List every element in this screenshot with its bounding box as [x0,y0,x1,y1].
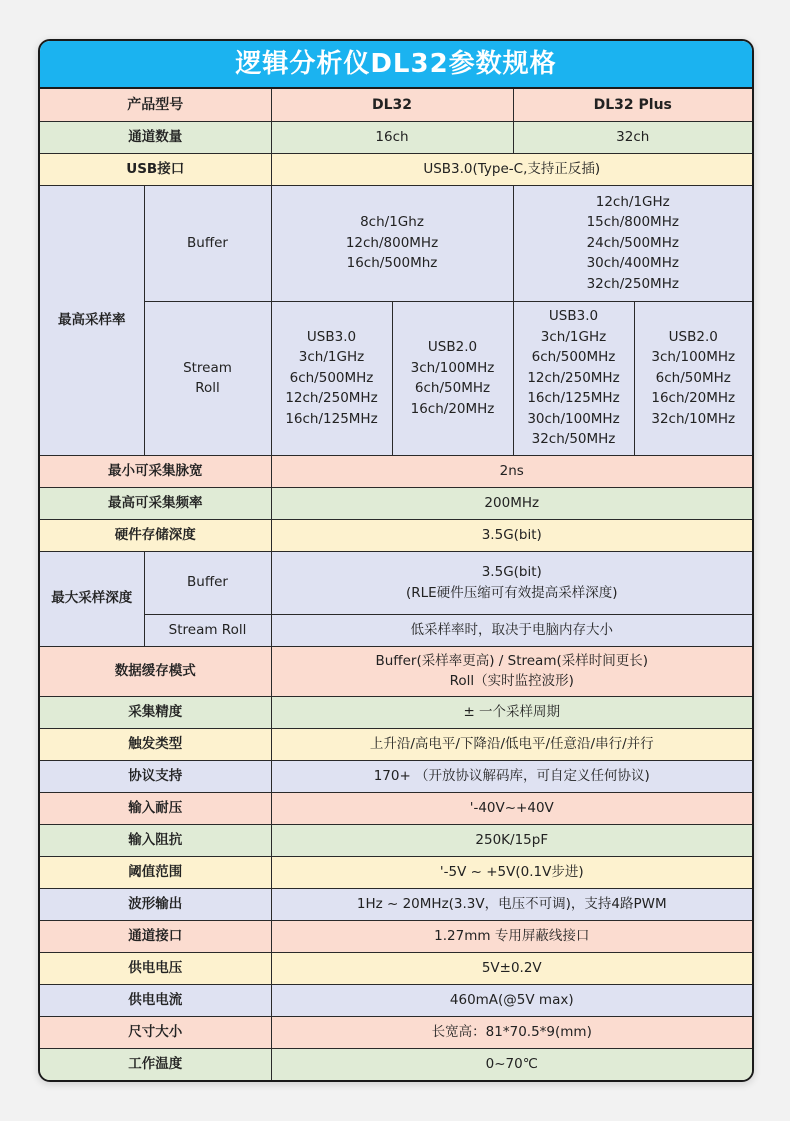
cell-line: 15ch/800MHz [586,214,679,231]
row-label: 通道数量 [40,121,271,153]
cell-value: 32ch [513,121,752,153]
model-dl32-plus: DL32 Plus [513,89,752,121]
table-row [40,856,752,888]
spec-table [40,89,752,1080]
table-row [40,153,752,185]
cell-value: 2ns [271,455,752,487]
table-row [40,519,752,551]
cell-value: 0~70℃ [271,1048,752,1080]
cell-value: 1.27mm 专用屏蔽线接口 [271,920,752,952]
cell-value: USB3.0(Type-C,支持正反插) [271,153,752,185]
table-row [40,614,752,646]
row-label: 触发类型 [40,728,271,760]
row-label: 工作温度 [40,1048,271,1080]
cell-value: 250K/15pF [271,824,752,856]
cell-value: 上升沿/高电平/下降沿/低电平/任意沿/串行/并行 [271,728,752,760]
cell-line: 32ch/50MHz [531,431,616,448]
cell-value: ± 一个采样周期 [271,696,752,728]
cell-value [513,185,752,301]
table-row [40,728,752,760]
sub-label [144,301,271,455]
cell-value: 3.5G(bit) [271,519,752,551]
row-label: 最高采样率 [40,185,144,455]
cell-value: 460mA(@5V max) [271,984,752,1016]
cell-line: 16ch/125MHz [285,410,378,427]
row-label: 最小可采集脉宽 [40,455,271,487]
cell-line: 6ch/500MHz [289,369,374,386]
cell-value [271,551,752,614]
table-row [40,185,752,301]
row-label: 协议支持 [40,760,271,792]
cell-line: 6ch/50MHz [414,380,491,396]
cell-line: 3ch/100MHz [410,359,495,376]
cell-line: 30ch/100MHz [527,410,620,427]
cell-line: 30ch/400MHz [586,255,679,272]
table-row [40,1048,752,1080]
row-label: 最高可采集频率 [40,487,271,519]
cell-value: 170+ （开放协议解码库，可自定义任何协议) [271,760,752,792]
row-label: 数据缓存模式 [40,646,271,696]
row-label: USB接口 [40,153,271,185]
cell-line: 3ch/1GHz [298,349,365,366]
row-label: 尺寸大小 [40,1016,271,1048]
row-label: 波形输出 [40,888,271,920]
cell-line: Roll（实时监控波形) [449,673,574,689]
cell-value: 200MHz [271,487,752,519]
row-label: 阈值范围 [40,856,271,888]
cell-line: 12ch/1GHz [595,193,670,210]
row-label: 最大采样深度 [40,551,144,646]
cell-line: USB2.0 [668,328,718,345]
cell-line: 16ch/20MHz [651,390,736,407]
spec-card [38,39,754,1082]
cell-line: 8ch/1Ghz [360,214,424,231]
table-row [40,792,752,824]
cell-line: 3ch/1GHz [540,328,607,345]
table-row [40,455,752,487]
cell-value [513,301,634,455]
row-label: 硬件存储深度 [40,519,271,551]
row-label: 输入阻抗 [40,824,271,856]
cell-value [634,301,752,455]
row-label: 产品型号 [40,89,271,121]
row-label: 供电电流 [40,984,271,1016]
cell-value: 低采样率时，取决于电脑内存大小 [271,614,752,646]
cell-value: '-5V ~ +5V(0.1V步进) [271,856,752,888]
cell-line: 12ch/250MHz [285,390,378,407]
cell-line: 16ch/500Mhz [346,255,438,272]
cell-line: 16ch/20MHz [410,400,495,417]
cell-line: 3ch/100MHz [651,349,736,366]
cell-line: USB3.0 [306,328,357,345]
cell-line: 12ch/800MHz [345,234,439,251]
table-row [40,89,752,121]
cell-value [271,185,513,301]
table-row [40,121,752,153]
cell-line: 32ch/250MHz [586,275,679,292]
row-label: 采集精度 [40,696,271,728]
table-row [40,551,752,614]
cell-line: 6ch/500MHz [531,349,616,366]
page-title: 逻辑分析仪DL32参数规格 [40,41,752,89]
cell-line: 32ch/10MHz [651,410,736,427]
cell-line: Buffer(采样率更高) / Stream(采样时间更长) [375,652,649,669]
table-row [40,646,752,696]
row-label: 供电电压 [40,952,271,984]
table-row [40,952,752,984]
table-row [40,888,752,920]
table-row [40,1016,752,1048]
cell-line: 12ch/250MHz [527,369,620,386]
table-row [40,696,752,728]
table-row [40,920,752,952]
table-row [40,760,752,792]
model-dl32: DL32 [271,89,513,121]
cell-line: USB2.0 [427,339,478,355]
table-row [40,301,752,455]
cell-line: 24ch/500MHz [586,234,679,251]
cell-value: 16ch [271,121,513,153]
sub-label: Stream Roll [144,614,271,646]
cell-value: 1Hz ~ 20MHz(3.3V，电压不可调)，支持4路PWM [271,888,752,920]
sub-label: Buffer [144,185,271,301]
cell-line: (RLE硬件压缩可有效提高采样深度) [406,584,618,601]
cell-value [392,301,513,455]
cell-value [271,301,392,455]
table-row [40,487,752,519]
row-label: 通道接口 [40,920,271,952]
cell-line: Roll [195,380,220,396]
row-label: 输入耐压 [40,792,271,824]
cell-value: 5V±0.2V [271,952,752,984]
sub-label: Buffer [144,551,271,614]
cell-value [271,646,752,696]
cell-line: 6ch/50MHz [655,369,731,386]
cell-line: 3.5G(bit) [481,564,542,580]
cell-line: Stream [183,359,232,376]
table-row [40,984,752,1016]
cell-line: 16ch/125MHz [527,390,620,407]
cell-value: '-40V~+40V [271,792,752,824]
cell-value: 长宽高：81*70.5*9(mm) [271,1016,752,1048]
cell-line: USB3.0 [548,308,599,325]
table-row [40,824,752,856]
